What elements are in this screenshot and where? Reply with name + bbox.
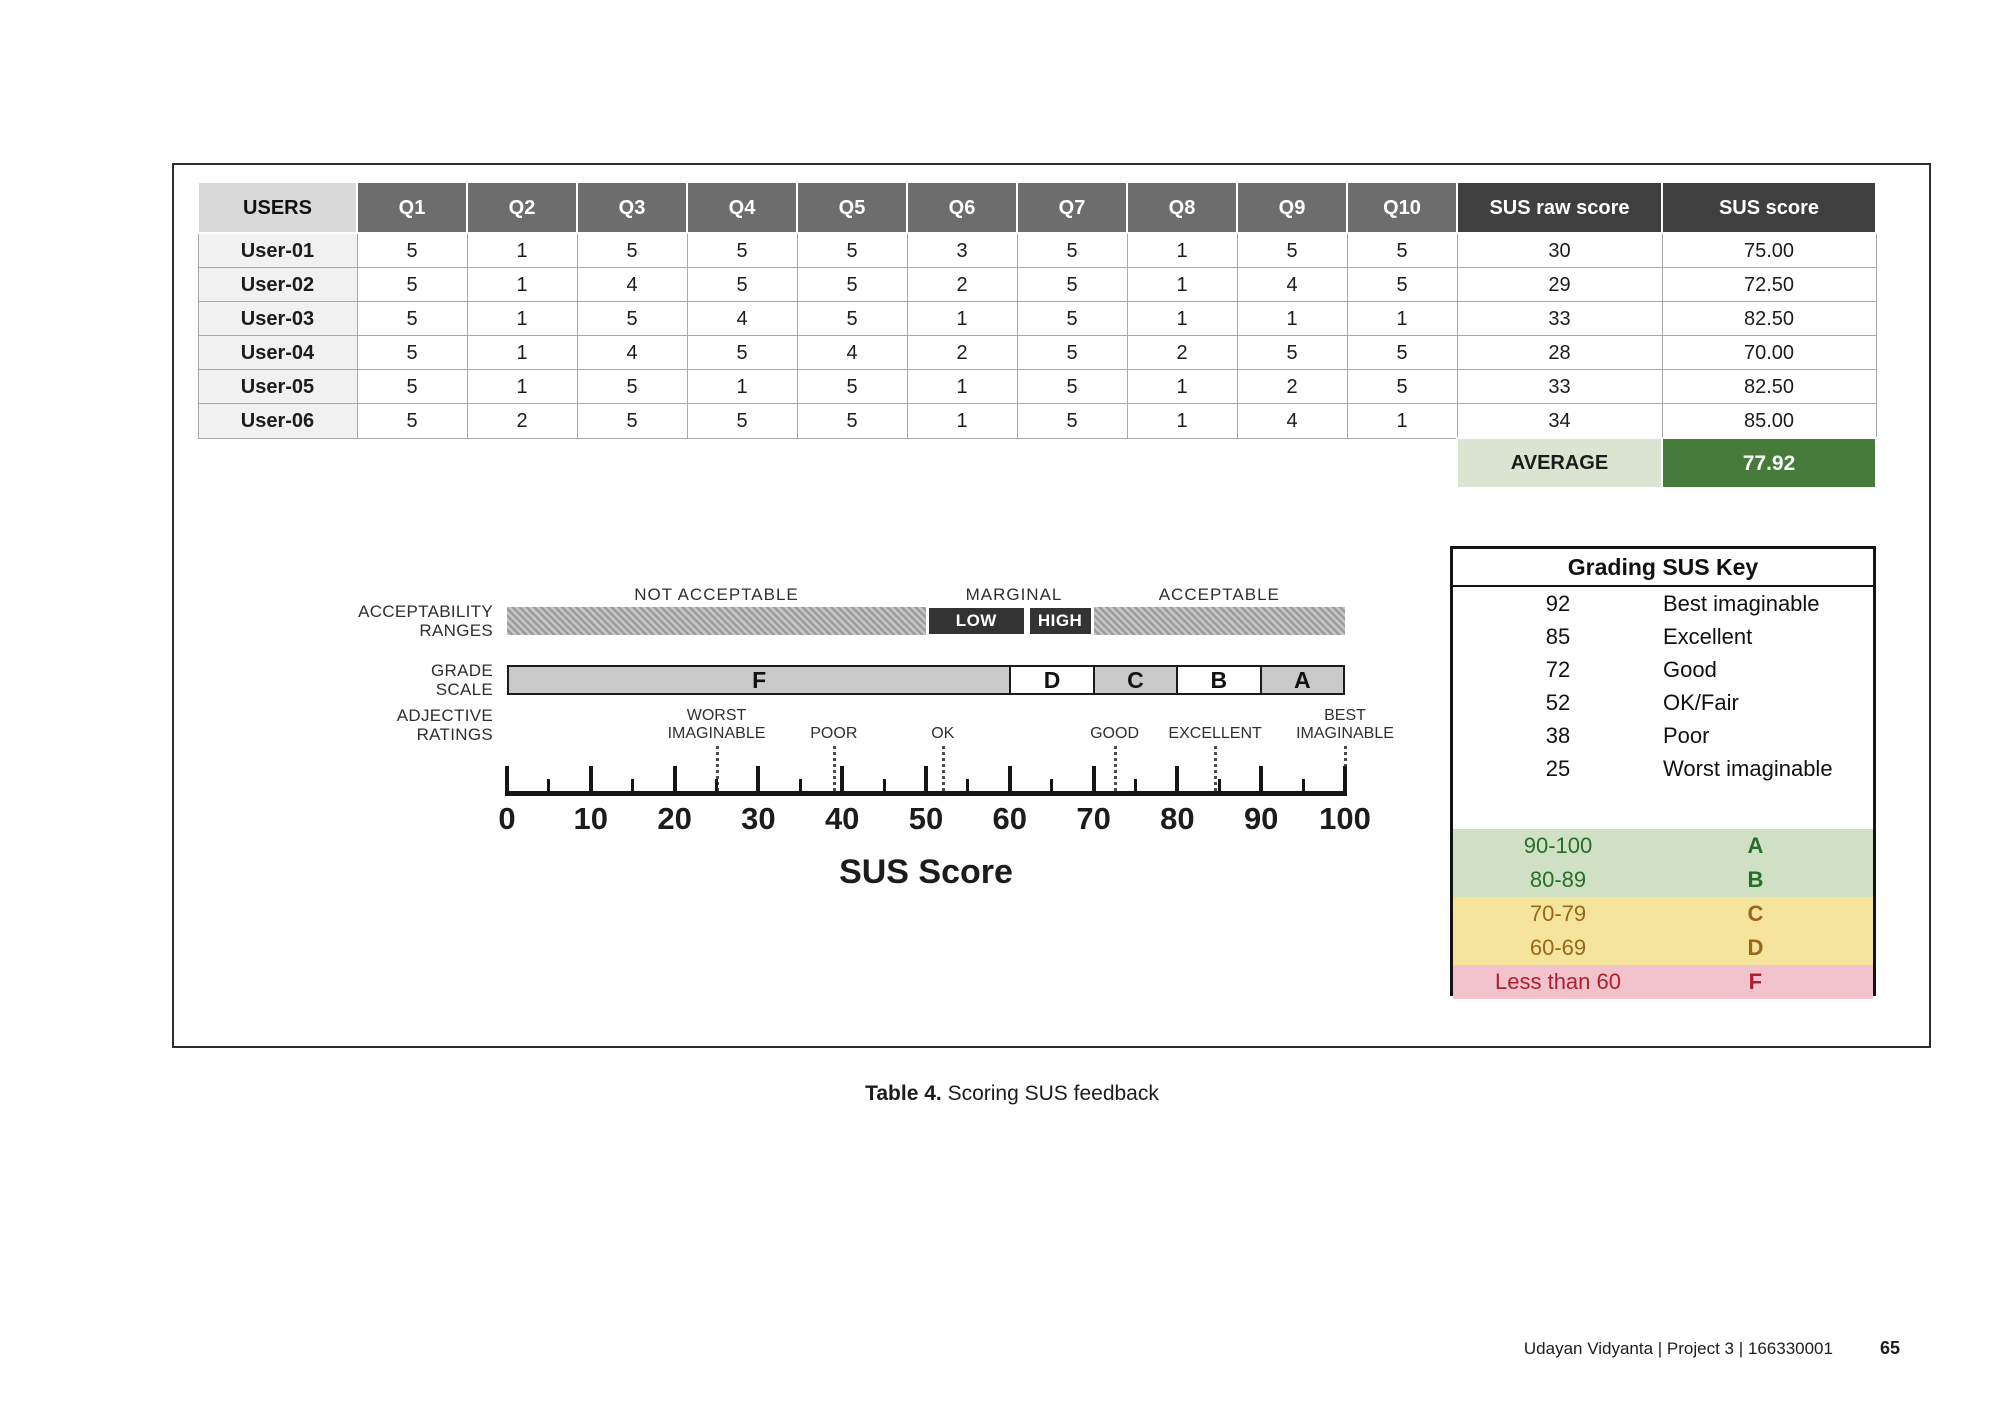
adjective-marker-line <box>1114 746 1117 791</box>
adjective-label <box>1168 725 1261 743</box>
answer-cell: 5 <box>1017 336 1127 370</box>
figure-row-label: GRADE SCALE <box>280 661 493 699</box>
key-entry-row <box>1453 752 1873 785</box>
figure-row-label: ADJECTIVE RATINGS <box>280 706 493 744</box>
key-entry-label: Excellent <box>1663 623 1753 649</box>
figure-row-label-line2: RATINGS <box>416 725 493 744</box>
score-cell: 75.00 <box>1662 233 1876 268</box>
answer-cell: 1 <box>1127 370 1237 404</box>
empty-cell <box>357 438 467 488</box>
axis-tick-label: 40 <box>824 801 860 836</box>
answer-cell: 5 <box>357 268 467 302</box>
answer-cell: 5 <box>357 370 467 404</box>
key-entry-row <box>1453 587 1873 620</box>
key-band-row <box>1453 897 1873 931</box>
key-band-range: 60-69 <box>1529 935 1587 960</box>
raw-score-cell: 33 <box>1457 302 1662 336</box>
grade-segment-a: A <box>1260 667 1343 693</box>
empty-cell <box>907 438 1017 488</box>
answer-cell: 5 <box>1347 336 1457 370</box>
key-band-grade: B <box>1747 867 1764 892</box>
region-label: ACCEPTABLE <box>1158 585 1280 604</box>
axis-baseline <box>505 791 1347 796</box>
answer-cell: 5 <box>797 404 907 439</box>
average-row <box>198 438 1876 488</box>
marginal-low-box: LOW <box>926 605 1027 637</box>
page-number: 65 <box>1879 1338 1900 1358</box>
answer-cell: 4 <box>1237 268 1347 302</box>
region-label: NOT ACCEPTABLE <box>634 585 799 604</box>
user-cell: User-02 <box>198 268 357 302</box>
answer-cell: 1 <box>1127 302 1237 336</box>
answer-cell: 5 <box>357 404 467 439</box>
answer-cell: 5 <box>797 370 907 404</box>
key-entry-row <box>1453 719 1873 752</box>
grade-scale-bar <box>507 665 1345 695</box>
minor-tick <box>883 779 886 791</box>
axis-tick-label: 50 <box>908 801 944 836</box>
minor-tick <box>1218 779 1221 791</box>
page-footer <box>1524 1338 1900 1359</box>
figure-row-label: ACCEPTABILITY RANGES <box>280 602 493 640</box>
minor-tick <box>631 779 634 791</box>
adjective-label-line: OK <box>931 725 955 742</box>
answer-cell: 5 <box>577 233 687 268</box>
axis-tick-label: 100 <box>1319 801 1371 836</box>
minor-tick <box>1302 779 1305 791</box>
average-value-cell: 77.92 <box>1662 438 1876 488</box>
answer-cell: 2 <box>907 336 1017 370</box>
answer-cell: 1 <box>907 404 1017 439</box>
key-entry-value: 85 <box>1545 623 1571 649</box>
major-tick <box>1259 766 1263 791</box>
major-tick <box>756 766 760 791</box>
column-header: Q2 <box>467 182 577 233</box>
minor-tick <box>1134 779 1137 791</box>
answer-cell: 5 <box>577 370 687 404</box>
sus-score-figure <box>280 585 1400 915</box>
major-tick <box>1175 766 1179 791</box>
key-entry-value: 52 <box>1545 689 1571 715</box>
key-entry-value: 38 <box>1545 722 1571 748</box>
raw-score-cell: 28 <box>1457 336 1662 370</box>
adjective-label <box>1296 707 1394 743</box>
key-entry-value: 72 <box>1545 656 1571 682</box>
column-header-users: USERS <box>198 182 357 233</box>
column-header: Q4 <box>687 182 797 233</box>
raw-score-cell: 33 <box>1457 370 1662 404</box>
answer-cell: 1 <box>467 268 577 302</box>
key-band-range: 90-100 <box>1523 833 1593 858</box>
key-entry-label: Best imaginable <box>1663 590 1820 616</box>
key-band-grade: F <box>1748 969 1763 994</box>
axis-title: SUS Score <box>839 853 1013 891</box>
answer-cell: 4 <box>797 336 907 370</box>
key-band-row <box>1453 965 1873 999</box>
major-tick <box>840 766 844 791</box>
key-band-row <box>1453 829 1873 863</box>
answer-cell: 5 <box>1017 404 1127 439</box>
answer-cell: 2 <box>907 268 1017 302</box>
column-header: SUS raw score <box>1457 182 1662 233</box>
empty-cell <box>797 438 907 488</box>
adjective-marker-line <box>942 746 945 791</box>
table-row <box>198 302 1876 336</box>
caption-label: Table 4. <box>865 1082 942 1105</box>
grading-key-entries <box>1453 587 1873 785</box>
empty-cell <box>1347 438 1457 488</box>
adjective-label-line: BEST <box>1324 707 1366 724</box>
key-band-grade: D <box>1747 935 1764 960</box>
answer-cell: 1 <box>1237 302 1347 336</box>
key-band-range: 70-79 <box>1529 901 1587 926</box>
minor-tick <box>966 779 969 791</box>
major-tick <box>673 766 677 791</box>
footer-text: Udayan Vidyanta | Project 3 | 166330001 <box>1523 1339 1833 1358</box>
answer-cell: 5 <box>357 302 467 336</box>
major-tick <box>924 766 928 791</box>
answer-cell: 5 <box>1017 302 1127 336</box>
table-header <box>198 182 1876 233</box>
answer-cell: 4 <box>1237 404 1347 439</box>
empty-cell <box>1237 438 1347 488</box>
minor-tick <box>715 779 718 791</box>
column-header: Q3 <box>577 182 687 233</box>
table-row <box>198 370 1876 404</box>
answer-cell: 1 <box>1127 233 1237 268</box>
table-row <box>198 233 1876 268</box>
answer-cell: 1 <box>467 370 577 404</box>
answer-cell: 5 <box>577 404 687 439</box>
column-header: Q9 <box>1237 182 1347 233</box>
grade-segment-f: F <box>509 667 1009 693</box>
answer-cell: 1 <box>467 233 577 268</box>
grading-key-bands <box>1453 829 1873 999</box>
major-tick <box>1092 766 1096 791</box>
adjective-label-line: IMAGINABLE <box>667 725 766 742</box>
axis-tick-label: 10 <box>573 801 609 836</box>
column-header: Q7 <box>1017 182 1127 233</box>
adjective-label <box>668 707 766 743</box>
answer-cell: 5 <box>1017 233 1127 268</box>
answer-cell: 5 <box>797 302 907 336</box>
adjective-label-line: EXCELLENT <box>1168 725 1262 742</box>
adjective-marker-line <box>833 746 836 791</box>
answer-cell: 4 <box>577 336 687 370</box>
axis-tick-label: 60 <box>992 801 1028 836</box>
answer-cell: 2 <box>467 404 577 439</box>
key-band-range: Less than 60 <box>1495 969 1621 994</box>
figure-row-label-line2: SCALE <box>435 680 493 699</box>
caption-text: Scoring SUS feedback <box>941 1082 1159 1105</box>
marginal-high-box: HIGH <box>1027 605 1094 637</box>
answer-cell: 5 <box>797 268 907 302</box>
adjective-label <box>1090 725 1139 743</box>
answer-cell: 4 <box>687 302 797 336</box>
key-band-grade: A <box>1747 833 1764 858</box>
answer-cell: 1 <box>907 370 1017 404</box>
adjective-label-line: IMAGINABLE <box>1296 725 1394 742</box>
minor-tick <box>799 779 802 791</box>
raw-score-cell: 29 <box>1457 268 1662 302</box>
table-row <box>198 336 1876 370</box>
axis-tick-label: 20 <box>657 801 692 836</box>
key-entry-row <box>1453 620 1873 653</box>
user-cell: User-03 <box>198 302 357 336</box>
column-header: SUS score <box>1662 182 1876 233</box>
table-row <box>198 404 1876 439</box>
score-cell: 70.00 <box>1662 336 1876 370</box>
key-band-row <box>1453 863 1873 897</box>
major-tick <box>1008 766 1012 791</box>
axis-tick-label: 30 <box>741 801 776 836</box>
key-entry-value: 25 <box>1545 755 1571 781</box>
grade-segment-b: B <box>1176 667 1259 693</box>
column-header: Q10 <box>1347 182 1457 233</box>
answer-cell: 5 <box>797 233 907 268</box>
empty-cell <box>467 438 577 488</box>
answer-cell: 5 <box>357 233 467 268</box>
grading-key-spacer <box>1453 785 1873 829</box>
answer-cell: 2 <box>1127 336 1237 370</box>
answer-cell: 5 <box>687 233 797 268</box>
adjective-label-line: POOR <box>810 725 858 742</box>
column-header: Q1 <box>357 182 467 233</box>
grade-segment-c: C <box>1093 667 1176 693</box>
key-band-row <box>1453 931 1873 965</box>
axis-tick-label: 80 <box>1160 801 1195 836</box>
region-label: MARGINAL <box>965 585 1063 604</box>
empty-cell <box>1127 438 1237 488</box>
user-cell: User-05 <box>198 370 357 404</box>
answer-cell: 1 <box>907 302 1017 336</box>
column-header: Q5 <box>797 182 907 233</box>
major-tick <box>589 766 593 791</box>
answer-cell: 5 <box>1347 233 1457 268</box>
empty-cell <box>1017 438 1127 488</box>
answer-cell: 5 <box>687 404 797 439</box>
minor-tick <box>547 779 550 791</box>
sus-results-table <box>197 181 1877 489</box>
major-tick <box>505 766 509 791</box>
column-header: Q8 <box>1127 182 1237 233</box>
answer-cell: 1 <box>467 302 577 336</box>
key-entry-label: OK/Fair <box>1663 689 1739 715</box>
answer-cell: 4 <box>577 268 687 302</box>
raw-score-cell: 34 <box>1457 404 1662 439</box>
table-body <box>198 233 1876 488</box>
table-row <box>198 268 1876 302</box>
key-band-grade: C <box>1747 901 1764 926</box>
empty-cell <box>577 438 687 488</box>
answer-cell: 5 <box>687 268 797 302</box>
answer-cell: 5 <box>357 336 467 370</box>
answer-cell: 5 <box>1347 370 1457 404</box>
grading-key-title: Grading SUS Key <box>1453 549 1873 587</box>
grade-segment-d: D <box>1009 667 1092 693</box>
score-cell: 82.50 <box>1662 370 1876 404</box>
user-cell: User-01 <box>198 233 357 268</box>
empty-cell <box>687 438 797 488</box>
adjective-marker-line <box>1214 746 1217 791</box>
key-entry-value: 92 <box>1545 590 1571 616</box>
key-entry-label: Worst imaginable <box>1663 755 1833 781</box>
answer-cell: 5 <box>1017 268 1127 302</box>
figure-row-label-line2: RANGES <box>419 621 493 640</box>
answer-cell: 1 <box>687 370 797 404</box>
major-tick <box>1343 766 1347 791</box>
grading-key-table <box>1450 546 1876 996</box>
answer-cell: 5 <box>1237 233 1347 268</box>
not-acceptable-bar <box>507 607 926 635</box>
adjective-label-line: WORST <box>686 707 747 724</box>
adjective-label <box>931 725 954 743</box>
answer-cell: 1 <box>1347 302 1457 336</box>
empty-cell <box>198 438 357 488</box>
key-entry-row <box>1453 686 1873 719</box>
user-cell: User-06 <box>198 404 357 439</box>
score-cell: 82.50 <box>1662 302 1876 336</box>
average-label-cell: AVERAGE <box>1457 438 1662 488</box>
table-caption <box>0 1082 2000 1106</box>
table-header-row <box>198 182 1876 233</box>
column-header: Q6 <box>907 182 1017 233</box>
adjective-label-line: GOOD <box>1090 725 1139 742</box>
key-entry-row <box>1453 653 1873 686</box>
answer-cell: 1 <box>467 336 577 370</box>
axis-tick-label: 90 <box>1243 801 1279 836</box>
key-band-range: 80-89 <box>1529 867 1587 892</box>
acceptable-bar <box>1094 607 1345 635</box>
answer-cell: 1 <box>1347 404 1457 439</box>
answer-cell: 1 <box>1127 404 1237 439</box>
axis-tick-label: 70 <box>1076 801 1111 836</box>
answer-cell: 5 <box>577 302 687 336</box>
answer-cell: 5 <box>1237 336 1347 370</box>
answer-cell: 5 <box>687 336 797 370</box>
answer-cell: 2 <box>1237 370 1347 404</box>
answer-cell: 1 <box>1127 268 1237 302</box>
key-entry-label: Good <box>1663 656 1717 682</box>
answer-cell: 5 <box>1347 268 1457 302</box>
axis-tick-label: 0 <box>498 801 516 836</box>
score-cell: 72.50 <box>1662 268 1876 302</box>
minor-tick <box>1050 779 1053 791</box>
answer-cell: 3 <box>907 233 1017 268</box>
key-entry-label: Poor <box>1663 722 1710 748</box>
score-cell: 85.00 <box>1662 404 1876 439</box>
user-cell: User-04 <box>198 336 357 370</box>
raw-score-cell: 30 <box>1457 233 1662 268</box>
answer-cell: 5 <box>1017 370 1127 404</box>
adjective-label <box>810 725 857 743</box>
